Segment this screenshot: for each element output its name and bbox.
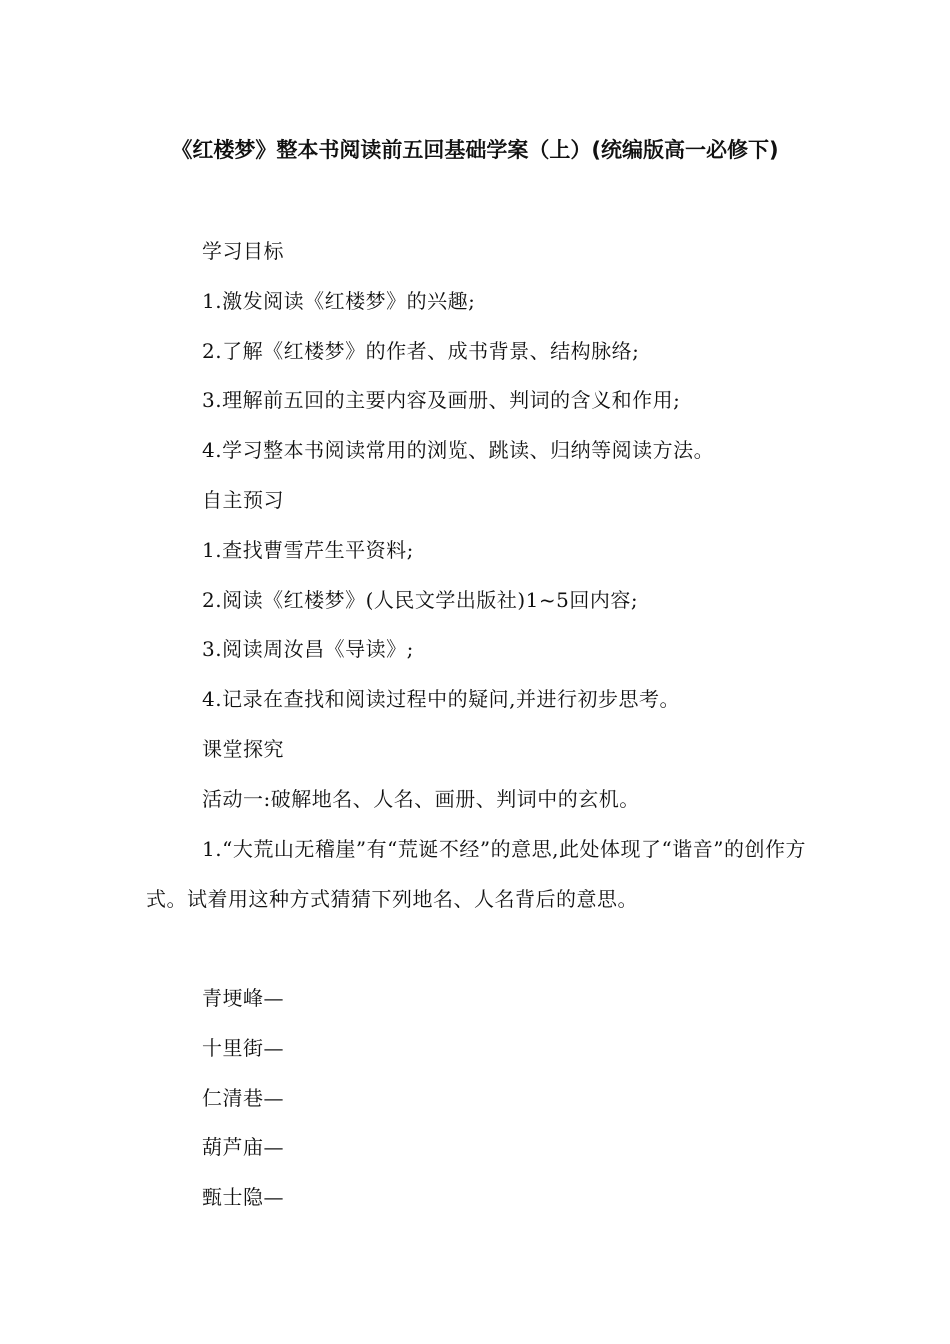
goal-item: 4.学习整本书阅读常用的浏览、跳读、归纳等阅读方法。 [202,438,715,462]
preview-item: 1.查找曹雪芹生平资料; [202,538,414,562]
name-item: 青埂峰— [202,986,284,1010]
name-item: 甄士隐— [202,1185,284,1209]
preview-item: 2.阅读《红楼梦》(人民文学出版社)1~5回内容; [202,588,639,612]
section-heading-goals: 学习目标 [202,239,284,263]
goal-item: 2.了解《红楼梦》的作者、成书背景、结构脉络; [202,339,640,363]
section-heading-inquiry: 课堂探究 [202,737,284,761]
preview-item: 4.记录在查找和阅读过程中的疑问,并进行初步思考。 [202,687,680,711]
name-item: 葫芦庙— [202,1135,284,1159]
goal-item: 1.激发阅读《红楼梦》的兴趣; [202,289,476,313]
goal-item: 3.理解前五回的主要内容及画册、判词的含义和作用; [202,388,681,412]
name-item: 十里街— [202,1036,284,1060]
question-paragraph: 1.“大荒山无稽崖”有“荒诞不经”的意思,此处体现了“谐音”的创作方式。试着用这种方式猜猜下列地名、人名背后的意思。 [146,837,806,911]
name-item: 仁清巷— [202,1086,284,1110]
document-title: 《红楼梦》整本书阅读前五回基础学案（上）(统编版高一必修下) [171,138,779,162]
activity-one: 活动一:破解地名、人名、画册、判词中的玄机。 [202,787,640,811]
preview-item: 3.阅读周汝昌《导读》; [202,637,414,661]
section-heading-preview: 自主预习 [202,488,284,512]
